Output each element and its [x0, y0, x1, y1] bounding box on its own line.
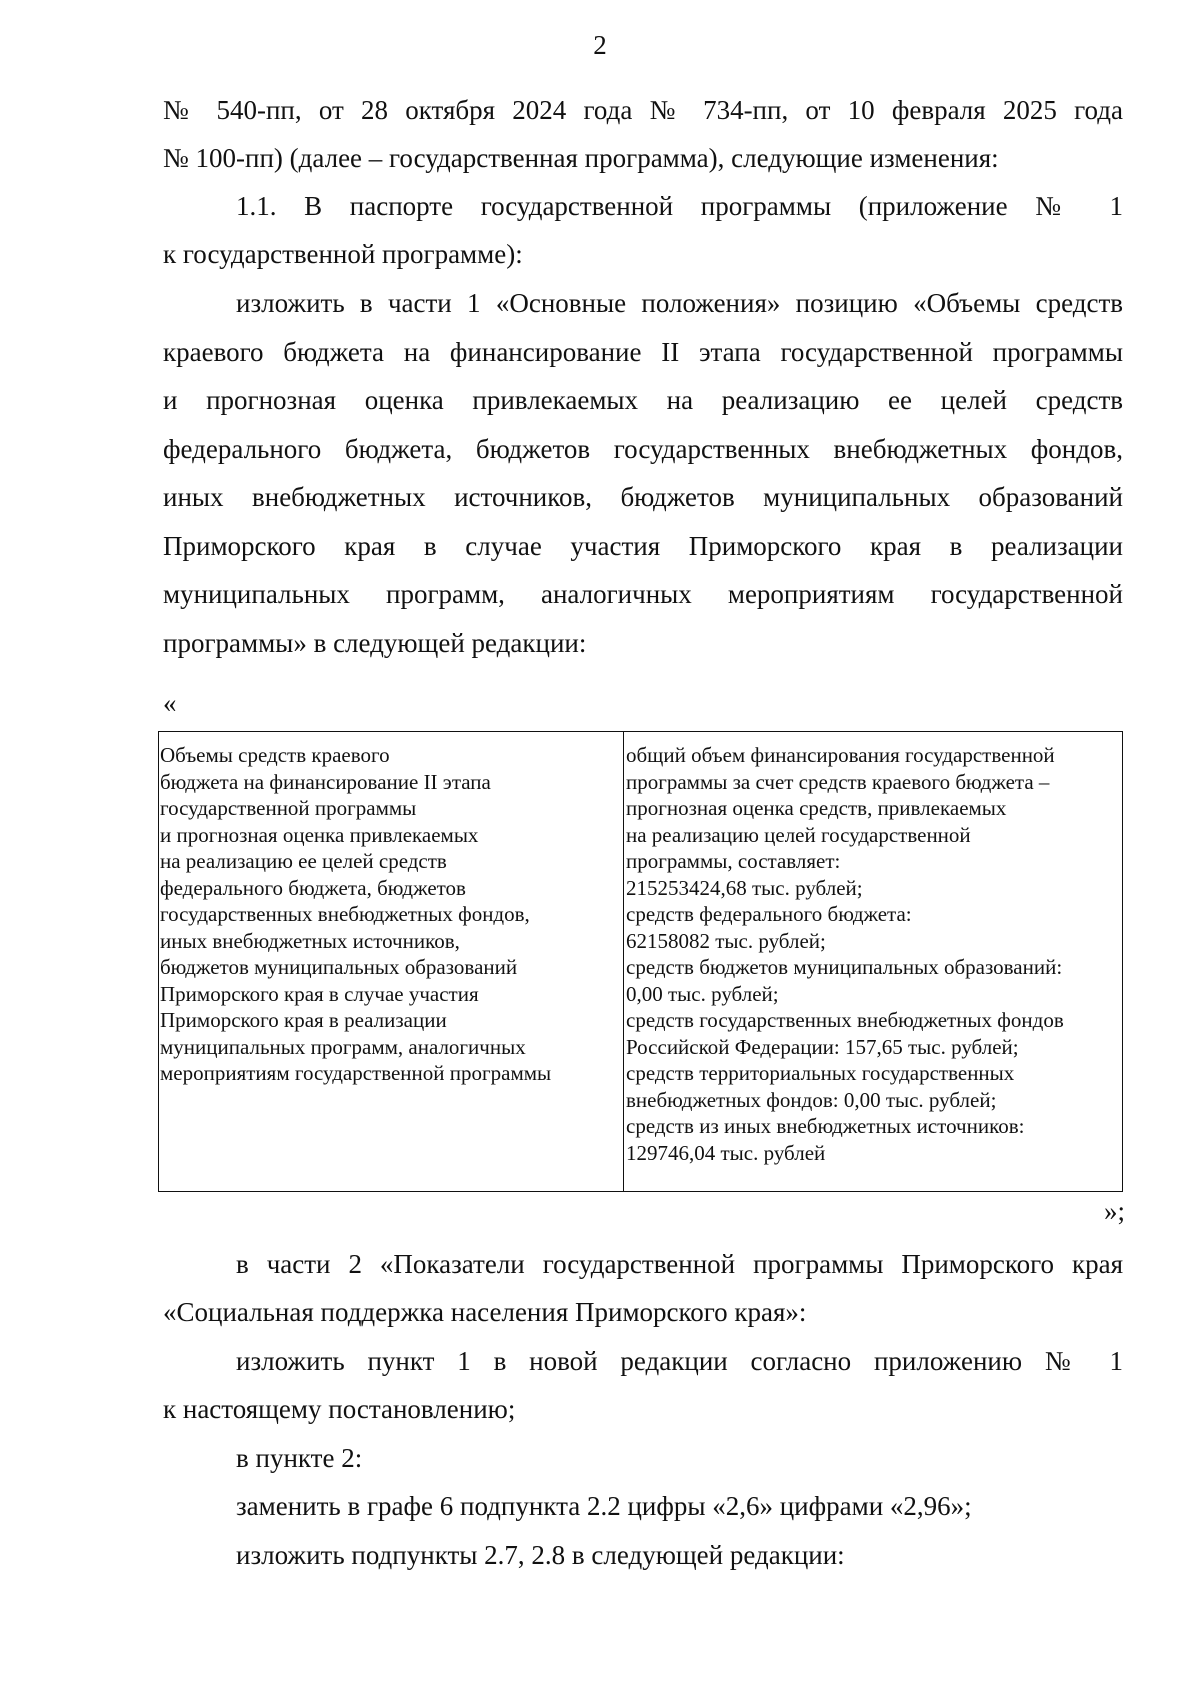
- table-cell-line: Объемы средств краевого: [160, 743, 390, 767]
- table-cell-line: прогнозная оценка средств, привлекаемых: [626, 796, 1007, 820]
- text-line: «Социальная поддержка населения Приморского края»:: [163, 1297, 807, 1327]
- table-cell-line: Приморского края в случае участия: [160, 981, 479, 1006]
- opening-quote: «: [163, 688, 177, 718]
- table-cell-line: государственной программы: [160, 796, 417, 820]
- table-cell-line: средств территориальных государственных: [626, 1061, 1015, 1085]
- table-cell-line: внебюджетных фондов: 0,00 тыс. рублей;: [626, 1087, 997, 1112]
- text-line: изложить пункт 1 в новой редакции согласно приложению № 1: [236, 1346, 1123, 1376]
- text-line: № 100-пп) (далее – государственная программа), следующие изменения:: [163, 143, 999, 173]
- passport-table: [158, 731, 1123, 1192]
- table-cell-label: [160, 742, 620, 1087]
- text-line: 1.1. В паспорте государственной программы (приложение № 1: [236, 191, 1123, 221]
- table-cell-line: средств бюджетов муниципальных образований:: [626, 955, 1063, 979]
- text-line: заменить в графе 6 подпункта 2.2 цифры «2,6» цифрами «2,96»;: [236, 1491, 972, 1521]
- page-number: 2: [593, 30, 607, 60]
- table-cell-line: 129746,04 тыс. рублей: [626, 1140, 826, 1165]
- text-line: № 540-пп, от 28 октября 2024 года № 734-пп, от 10 февраля 2025 года: [163, 95, 1123, 125]
- table-cell-line: на реализацию целей государственной: [626, 822, 971, 847]
- text-line: к настоящему постановлению;: [163, 1394, 516, 1424]
- table-cell-line: средств государственных внебюджетных фондов: [626, 1008, 1064, 1032]
- table-cell-line: мероприятиям государственной программы: [160, 1061, 552, 1085]
- text-line: муниципальных программ, аналогичных мероприятиям государственной: [163, 579, 1123, 609]
- text-line: к государственной программе):: [163, 239, 523, 269]
- table-cell-line: средств из иных внебюджетных источников:: [626, 1114, 1025, 1138]
- column-divider: [623, 732, 624, 1191]
- table-cell-value: [626, 742, 1121, 1166]
- text-line: изложить подпункты 2.7, 2.8 в следующей редакции:: [236, 1540, 845, 1570]
- text-line: в пункте 2:: [236, 1443, 363, 1473]
- table-cell-line: средств федерального бюджета:: [626, 902, 912, 926]
- table-cell-line: 0,00 тыс. рублей;: [626, 981, 779, 1006]
- closing-quote: »;: [1103, 1196, 1125, 1226]
- table-cell-line: на реализацию ее целей средств: [160, 849, 447, 873]
- table-cell-line: государственных внебюджетных фондов,: [160, 902, 530, 926]
- text-line: в части 2 «Показатели государственной программы Приморского края: [236, 1249, 1123, 1279]
- table-cell-line: федерального бюджета, бюджетов: [160, 875, 466, 900]
- table-cell-line: Приморского края в реализации: [160, 1008, 447, 1032]
- table-cell-line: иных внебюджетных источников,: [160, 928, 460, 953]
- text-line: изложить в части 1 «Основные положения» позицию «Объемы средств: [236, 288, 1123, 318]
- text-line: федерального бюджета, бюджетов государственных внебюджетных фондов,: [163, 434, 1123, 464]
- table-cell-line: бюджета на финансирование II этапа: [160, 769, 491, 794]
- table-cell-line: и прогнозная оценка привлекаемых: [160, 822, 479, 847]
- text-line: Приморского края в случае участия Приморского края в реализации: [163, 531, 1123, 561]
- table-cell-line: программы за счет средств краевого бюджета –: [626, 769, 1050, 794]
- table-cell-line: программы, составляет:: [626, 849, 841, 873]
- table-cell-line: 62158082 тыс. рублей;: [626, 928, 826, 953]
- text-line: иных внебюджетных источников, бюджетов муниципальных образований: [163, 482, 1123, 512]
- table-cell-line: бюджетов муниципальных образований: [160, 955, 518, 979]
- text-line: программы» в следующей редакции:: [163, 628, 587, 658]
- table-cell-line: 215253424,68 тыс. рублей;: [626, 875, 863, 900]
- table-cell-line: общий объем финансирования государственной: [626, 743, 1055, 767]
- text-line: краевого бюджета на финансирование II этапа государственной программы: [163, 337, 1123, 367]
- table-cell-line: Российской Федерации: 157,65 тыс. рублей;: [626, 1034, 1019, 1059]
- table-cell-line: муниципальных программ, аналогичных: [160, 1034, 526, 1059]
- text-line: и прогнозная оценка привлекаемых на реализацию ее целей средств: [163, 385, 1123, 415]
